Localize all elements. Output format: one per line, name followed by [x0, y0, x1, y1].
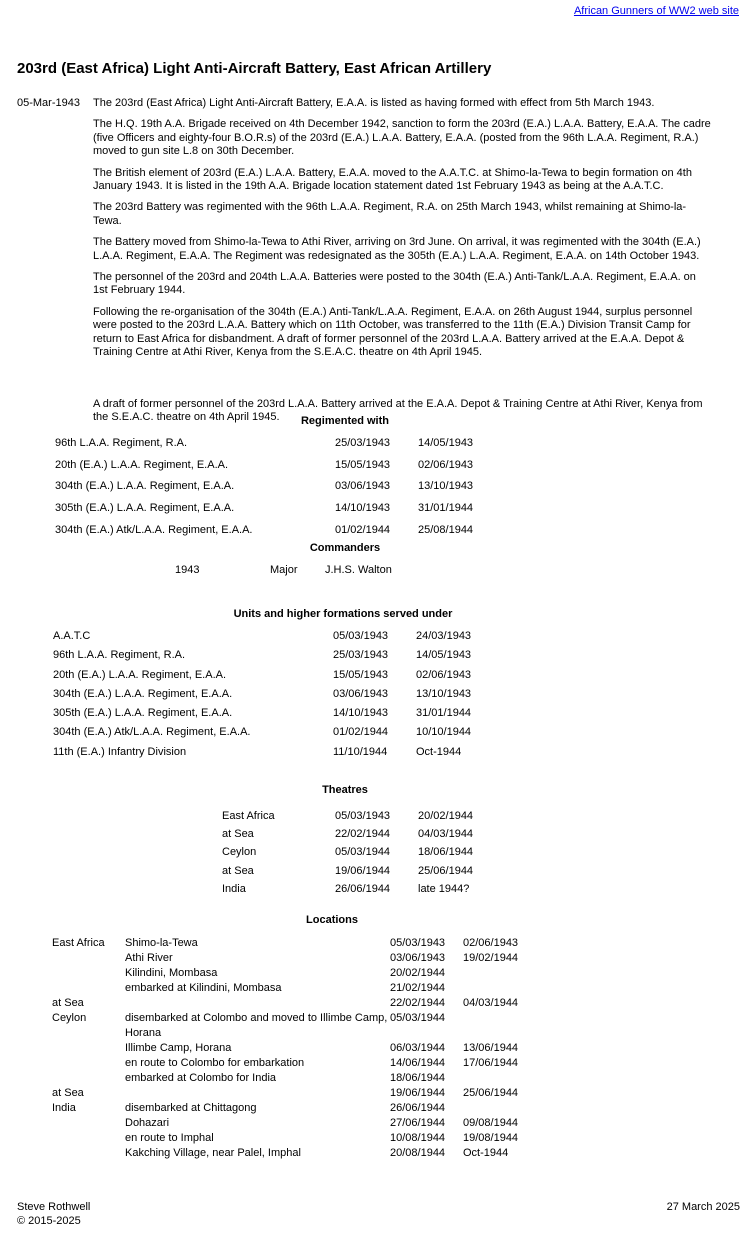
paragraph-8: A draft of former personnel of the 203rd L.A.A. Battery arrived at the E.A.A. Depot & Training Centre at Athi River, Kenya from the S.E.A.C. theatre on 4th April 1945. — [93, 397, 703, 423]
place-cell: en route to Imphal — [125, 1132, 214, 1144]
place-cell: Kakching Village, near Palel, Imphal — [125, 1147, 301, 1159]
from-date-cell: 06/03/1944 — [390, 1042, 446, 1054]
region-cell: Ceylon — [52, 1012, 87, 1024]
to-date-cell: 24/03/1943 — [416, 630, 472, 642]
to-date-cell: 14/05/1943 — [418, 437, 474, 449]
table-row — [55, 810, 635, 828]
site-link[interactable]: African Gunners of WW2 web site — [573, 5, 739, 17]
from-date-cell: 05/03/1943 — [390, 937, 446, 949]
paragraph-1: The 203rd (East Africa) Light Anti-Aircraft Battery, E.A.A. is listed as having formed with effect from 5th March 1943. — [93, 97, 655, 109]
table-row — [52, 996, 612, 1011]
theatre-cell: East Africa — [222, 810, 275, 822]
to-date-cell: 17/06/1944 — [463, 1057, 519, 1069]
unit-cell: 304th (E.A.) Atk/L.A.A. Regiment, E.A.A. — [53, 726, 251, 739]
from-date-cell: 26/06/1944 — [335, 882, 391, 895]
units-served-table — [53, 630, 633, 765]
region-cell: at Sea — [52, 997, 84, 1009]
section-theatres — [55, 784, 635, 901]
unit-cell: 304th (E.A.) L.A.A. Regiment, E.A.A. — [53, 687, 233, 700]
section-locations — [52, 914, 612, 1161]
table-row — [55, 846, 635, 864]
from-date-cell: 05/03/1944 — [390, 1012, 446, 1024]
table-row — [53, 726, 633, 745]
from-date-cell: 21/02/1944 — [390, 982, 446, 994]
from-date-cell: 10/08/1944 — [390, 1132, 446, 1144]
table-row — [52, 1086, 612, 1101]
regimented-with-table — [55, 437, 635, 545]
to-date-cell: Oct-1944 — [416, 745, 462, 758]
from-date-cell: 19/06/1944 — [335, 864, 391, 877]
from-date-cell: 03/06/1943 — [333, 687, 389, 700]
to-date-cell: 13/06/1944 — [463, 1042, 519, 1054]
table-row — [52, 1011, 612, 1041]
table-row — [53, 669, 633, 688]
from-date-cell: 01/02/1944 — [335, 523, 391, 536]
place-cell: disembarked at Colombo and moved to Illimbe Camp, Horana — [125, 1012, 388, 1039]
place-cell: Athi River — [125, 952, 173, 964]
to-date-cell: 13/10/1943 — [416, 687, 472, 700]
from-date-cell: 15/05/1943 — [335, 458, 391, 471]
theatre-cell: India — [222, 882, 246, 895]
unit-cell: 20th (E.A.) L.A.A. Regiment, E.A.A. — [55, 458, 229, 471]
from-date-cell: 25/03/1943 — [335, 437, 391, 449]
footer-author: Steve Rothwell — [17, 1201, 91, 1213]
unit-cell: 96th L.A.A. Regiment, R.A. — [53, 649, 186, 662]
from-date-cell: 25/03/1943 — [333, 649, 389, 662]
from-date-cell: 14/10/1943 — [335, 502, 391, 515]
to-date-cell: 09/08/1944 — [463, 1117, 519, 1129]
section-heading: Locations — [306, 914, 358, 926]
to-date-cell: 13/10/1943 — [418, 480, 474, 493]
from-date-cell: 27/06/1944 — [390, 1117, 446, 1129]
from-date-cell: 20/08/1944 — [390, 1147, 446, 1159]
paragraph-5: The Battery moved from Shimo-la-Tewa to Athi River, arriving on 3rd June. On arrival, it was regimented with the 304th (E.A.) L.A.A. Regiment, E.A.A. The Regiment was redesignated as the 305th (E.A.) L.A.A. Regiment, E.A.A. on 14th October 1943. — [93, 236, 701, 262]
section-commanders — [55, 542, 635, 586]
to-date-cell: late 1944? — [418, 882, 470, 895]
to-date-cell: 04/03/1944 — [418, 828, 474, 841]
to-date-cell: 25/06/1944 — [418, 864, 474, 877]
region-cell: East Africa — [52, 937, 105, 949]
theatre-cell: at Sea — [222, 864, 254, 877]
commander-name: J.H.S. Walton — [325, 564, 392, 576]
to-date-cell: 19/02/1944 — [463, 952, 519, 964]
place-cell: Illimbe Camp, Horana — [125, 1042, 232, 1054]
from-date-cell: 03/06/1943 — [390, 952, 446, 964]
unit-cell: A.A.T.C — [53, 630, 91, 642]
commander-rank: Major — [270, 564, 298, 576]
entry-date: 05-Mar-1943 — [17, 97, 80, 109]
to-date-cell: 25/08/1944 — [418, 523, 474, 536]
table-row — [55, 502, 635, 524]
from-date-cell: 01/02/1944 — [333, 726, 389, 739]
place-cell: embarked at Colombo for India — [125, 1072, 277, 1084]
from-date-cell: 18/06/1944 — [390, 1072, 446, 1084]
footer-updated-date: 27 March 2025 — [666, 1201, 740, 1213]
to-date-cell: 02/06/1943 — [416, 668, 472, 681]
section-heading: Units and higher formations served under — [233, 608, 453, 620]
paragraph-4: The 203rd Battery was regimented with the 96th L.A.A. Regiment, R.A. on 25th March 1943, whilst remaining at Shimo-la-Tewa. — [93, 201, 687, 227]
table-row — [55, 564, 635, 586]
unit-cell: 96th L.A.A. Regiment, R.A. — [55, 437, 188, 449]
to-date-cell: 02/06/1943 — [463, 937, 519, 949]
table-row — [55, 883, 635, 901]
place-cell: disembarked at Chittagong — [125, 1102, 257, 1114]
from-date-cell: 14/06/1944 — [390, 1057, 446, 1069]
table-row — [53, 707, 633, 726]
to-date-cell: Oct-1944 — [463, 1147, 509, 1159]
table-row — [52, 1131, 612, 1146]
theatre-cell: at Sea — [222, 828, 254, 841]
table-row — [55, 459, 635, 481]
section-heading: Regimented with — [300, 415, 389, 427]
section-heading: Theatres — [322, 784, 368, 796]
place-cell: Kilindini, Mombasa — [125, 967, 218, 979]
place-cell: en route to Colombo for embarkation — [125, 1057, 305, 1069]
to-date-cell: 04/03/1944 — [463, 997, 519, 1009]
table-row — [55, 437, 635, 459]
history-narrative — [17, 97, 713, 432]
from-date-cell: 05/03/1943 — [333, 630, 389, 642]
paragraphs-column — [93, 97, 713, 432]
to-date-cell: 14/05/1943 — [416, 649, 472, 662]
place-cell: Dohazari — [125, 1117, 170, 1129]
table-row — [52, 1101, 612, 1116]
from-date-cell: 11/10/1944 — [333, 745, 388, 758]
paragraph-7: Following the re-organisation of the 304th (E.A.) Anti-Tank/L.A.A. Regiment, E.A.A. on 26th August 1944, surplus personnel were posted to the 203rd L.A.A. Battery which on 11th October, was transferred to the 11th (E.A.) Division Transit Camp for return to East Africa for disbandment. A draft of former personnel of the 203rd L.A.A. Battery arrived at the E.A.A. Depot & Training Centre at Athi River, Kenya from the S.E.A.C. theatre on 4th April 1945. — [93, 305, 693, 359]
region-cell: at Sea — [52, 1087, 84, 1099]
to-date-cell: 19/08/1944 — [463, 1132, 519, 1144]
unit-cell: 304th (E.A.) L.A.A. Regiment, E.A.A. — [55, 480, 235, 493]
from-date-cell: 15/05/1943 — [333, 668, 389, 681]
unit-cell: 304th (E.A.) Atk/L.A.A. Regiment, E.A.A. — [55, 523, 253, 536]
table-row — [53, 688, 633, 707]
to-date-cell: 25/06/1944 — [463, 1087, 519, 1099]
locations-table — [52, 936, 612, 1161]
to-date-cell: 20/02/1944 — [418, 810, 474, 822]
commanders-table — [55, 564, 635, 586]
paragraph-3: The British element of 203rd (E.A.) L.A.A. Battery, E.A.A. moved to the A.A.T.C. at Shimo-la-Tewa to begin formation on 4th January 1943. It is listed in the 19th A.A. Brigade location statement dated 1st February 1943 as being at the A.A.T.C. — [93, 166, 692, 193]
table-row — [53, 630, 633, 649]
to-date-cell: 10/10/1944 — [416, 726, 472, 739]
table-row — [52, 966, 612, 981]
region-cell: India — [52, 1102, 76, 1114]
table-row — [55, 828, 635, 846]
from-date-cell: 26/06/1944 — [390, 1102, 446, 1114]
theatre-cell: Ceylon — [222, 846, 257, 859]
section-units-served-under — [53, 608, 633, 765]
from-date-cell: 05/03/1944 — [335, 846, 391, 859]
table-row — [52, 1146, 612, 1161]
page-title: 203rd (East Africa) Light Anti-Aircraft Battery, East African Artillery — [17, 60, 492, 77]
from-date-cell: 14/10/1943 — [333, 707, 389, 720]
table-row — [55, 865, 635, 883]
from-date-cell: 03/06/1943 — [335, 480, 391, 493]
from-date-cell: 22/02/1944 — [390, 997, 446, 1009]
to-date-cell: 31/01/1944 — [416, 707, 472, 720]
table-row — [52, 1041, 612, 1056]
from-date-cell: 22/02/1944 — [335, 828, 391, 841]
unit-cell: 20th (E.A.) L.A.A. Regiment, E.A.A. — [53, 668, 227, 681]
to-date-cell: 02/06/1943 — [418, 458, 474, 471]
place-cell: Shimo-la-Tewa — [125, 937, 198, 949]
from-date-cell: 20/02/1944 — [390, 967, 446, 979]
table-row — [52, 1071, 612, 1086]
paragraph-6: The personnel of the 203rd and 204th L.A.A. Batteries were posted to the 304th (E.A.) Anti-Tank/L.A.A. Regiment, E.A.A. on 1st February 1944. — [93, 271, 696, 297]
to-date-cell: 18/06/1944 — [418, 846, 474, 859]
unit-cell: 11th (E.A.) Infantry Division — [53, 745, 187, 758]
place-cell: embarked at Kilindini, Mombasa — [125, 982, 282, 994]
table-row — [55, 480, 635, 502]
from-date-cell: 05/03/1943 — [335, 810, 391, 822]
table-row — [52, 936, 612, 951]
table-row — [52, 981, 612, 996]
to-date-cell: 31/01/1944 — [418, 502, 474, 515]
footer-copyright: © 2015-2025 — [17, 1215, 81, 1227]
section-heading: Commanders — [309, 542, 381, 554]
theatres-table — [55, 810, 635, 901]
from-date-cell: 19/06/1944 — [390, 1087, 446, 1099]
unit-cell: 305th (E.A.) L.A.A. Regiment, E.A.A. — [53, 707, 233, 720]
unit-cell: 305th (E.A.) L.A.A. Regiment, E.A.A. — [55, 502, 235, 515]
paragraph-2: The H.Q. 19th A.A. Brigade received on 4th December 1942, sanction to form the 203rd (E.A.) L.A.A. Battery, E.A.A. The cadre (five Officers and eighty-four B.O.R.s) of the 203rd (E.A.) L.A.A. Battery, E.A.A. (posted from the 96th L.A.A. Regiment, R.A.) moved to gun site L.8 on 30th December. — [93, 118, 711, 158]
commander-year: 1943 — [175, 564, 200, 576]
section-regimented-with — [55, 415, 635, 545]
table-row — [53, 746, 633, 765]
table-row — [52, 1056, 612, 1071]
table-row — [52, 951, 612, 966]
table-row — [53, 649, 633, 668]
table-row — [52, 1116, 612, 1131]
